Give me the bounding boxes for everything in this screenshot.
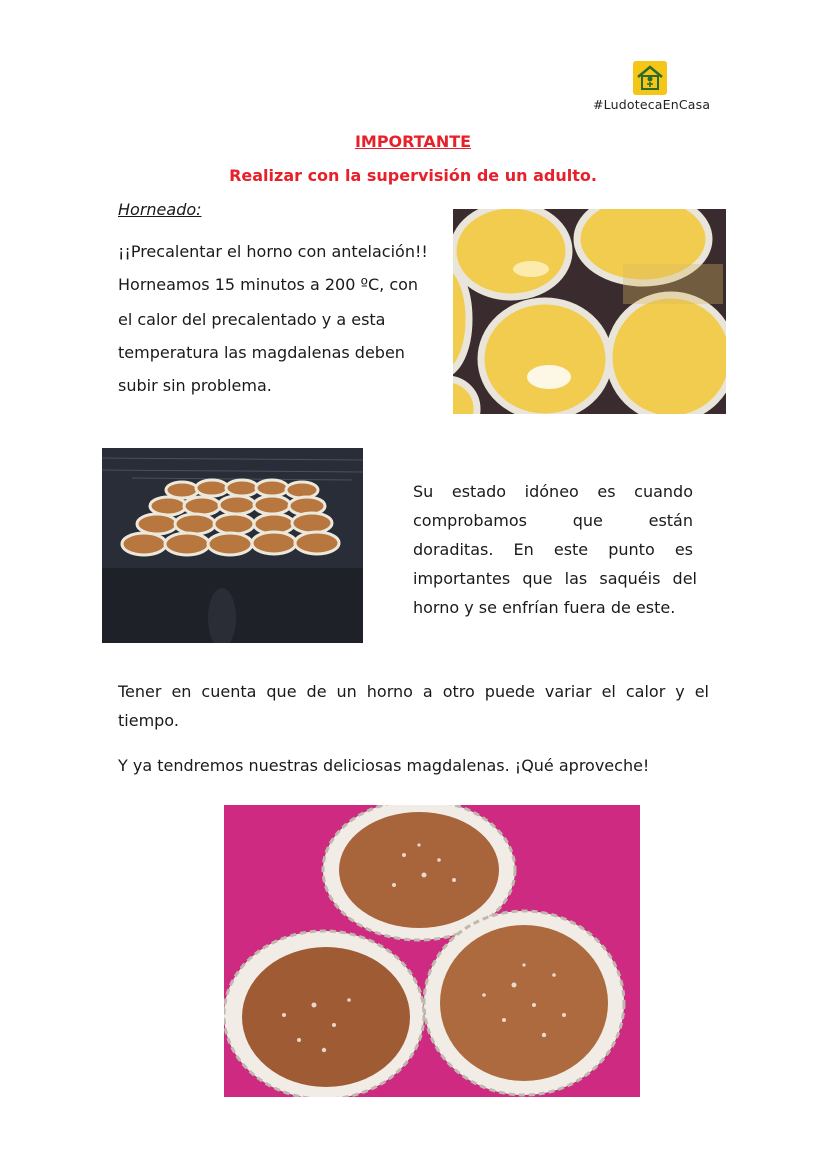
golden-state-text-line: horno y se enfrían fuera de este. [413, 598, 676, 617]
oven-variation-text-line: tiempo. [118, 711, 179, 730]
preheat-text-line: subir sin problema. [118, 376, 272, 395]
preheat-text-line: ¡¡Precalentar el horno con antelación!! [118, 242, 428, 261]
section-label-baking: Horneado: [118, 200, 202, 219]
supervision-warning: Realizar con la supervisión de un adulto. [229, 166, 597, 185]
important-heading: IMPORTANTE [354, 132, 472, 151]
hashtag-label: #LudotecaEnCasa [593, 97, 711, 112]
house-with-child-logo-icon [633, 61, 667, 95]
closing-text: Y ya tendremos nuestras deliciosas magdalenas. ¡Qué aproveche! [118, 756, 650, 775]
golden-state-text-line: comprobamos que están [413, 511, 693, 530]
oven-variation-text-line: Tener en cuenta que de un horno a otro puede variar el calor y el [118, 682, 709, 701]
finished-muffins-photo [224, 805, 640, 1097]
muffins-in-oven-photo [102, 448, 363, 643]
preheat-text-line: temperatura las magdalenas deben [118, 343, 405, 362]
golden-state-text-line: doraditas. En este punto es [413, 540, 693, 559]
preheat-text-line: Horneamos 15 minutos a 200 ºC, con [118, 275, 419, 294]
golden-state-text-line: Su estado idóneo es cuando [413, 482, 693, 501]
batter-in-liners-photo [453, 209, 726, 414]
golden-state-text-line: importantes que las saquéis del [413, 569, 697, 588]
preheat-text-line: el calor del precalentado y a esta [118, 310, 386, 329]
